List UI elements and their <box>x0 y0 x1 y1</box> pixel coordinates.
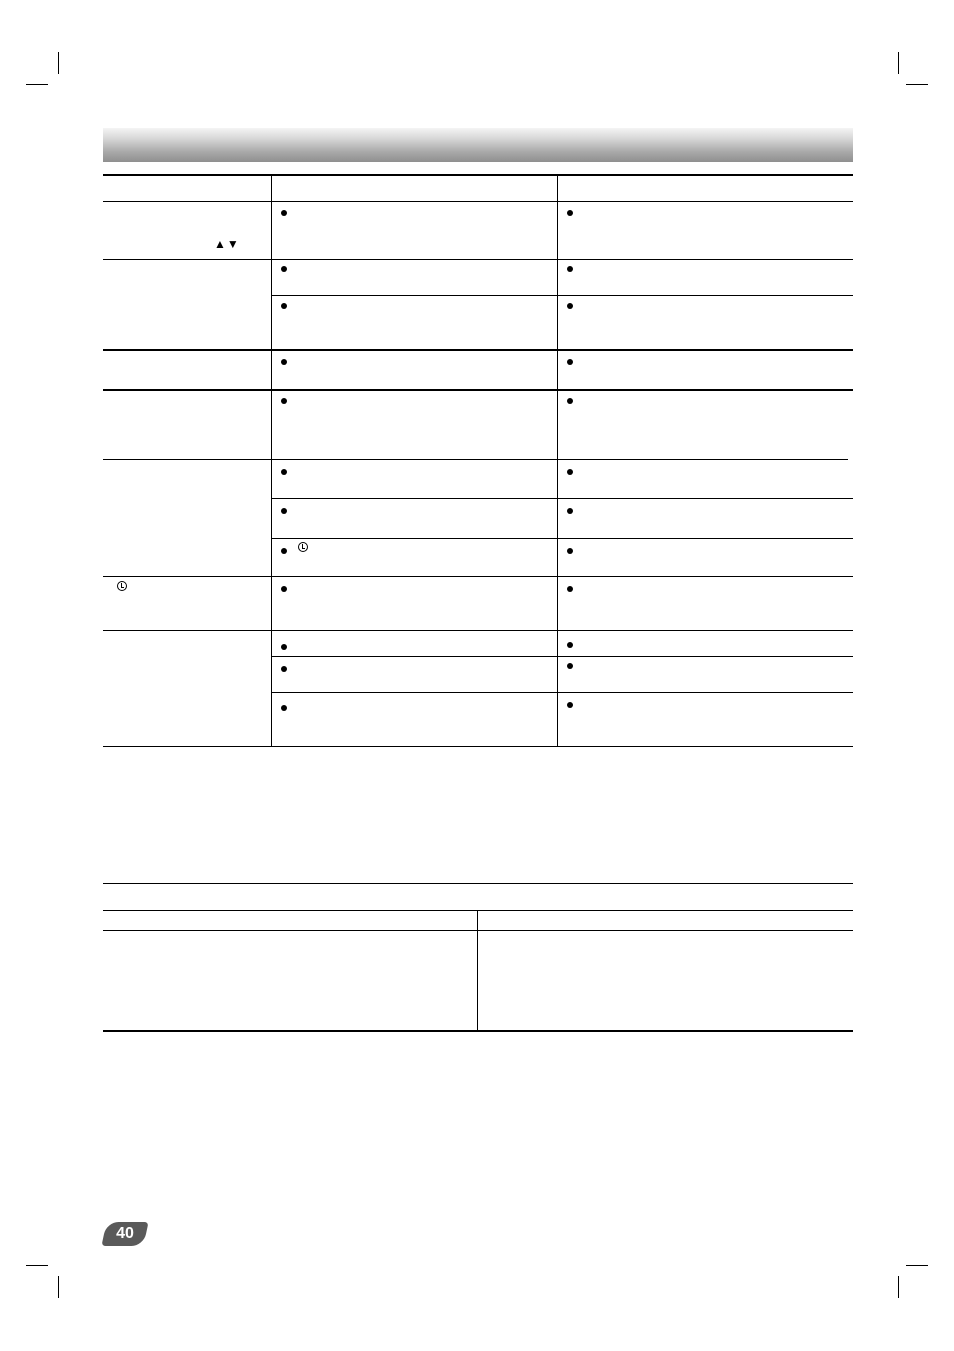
bullet-icon <box>567 210 573 216</box>
bullet-icon <box>281 666 287 672</box>
secondary-table-column-divider <box>477 910 478 1030</box>
bullet-icon <box>281 210 287 216</box>
bullet-icon <box>567 266 573 272</box>
bullet-icon <box>567 303 573 309</box>
table-row-rule <box>103 349 853 351</box>
table-subrow-rule <box>271 538 853 539</box>
crop-mark-top-right-h <box>906 84 928 85</box>
page-number: 40 <box>116 1225 134 1242</box>
crop-mark-top-right-v <box>898 52 899 74</box>
clock-icon <box>298 542 308 552</box>
bullet-icon <box>567 548 573 554</box>
secondary-table-top-rule <box>103 883 853 884</box>
table-row-rule <box>103 459 848 460</box>
crop-mark-bottom-right-v <box>898 1276 899 1298</box>
crop-mark-bottom-left-v <box>58 1276 59 1298</box>
bullet-icon <box>281 548 287 554</box>
crop-mark-top-left-h <box>26 84 48 85</box>
table-subrow-rule <box>271 692 853 693</box>
bullet-icon <box>567 508 573 514</box>
table-row-rule <box>103 259 853 260</box>
secondary-table-bottom-rule <box>103 1030 853 1032</box>
bullet-icon <box>281 398 287 404</box>
table-column-divider <box>557 174 558 746</box>
up-down-arrows-icon: ▲▼ <box>214 237 240 251</box>
table-top-rule <box>103 174 853 176</box>
bullet-icon <box>567 469 573 475</box>
section-header-bar <box>103 128 853 162</box>
table-row-rule <box>103 576 853 577</box>
bullet-icon <box>567 398 573 404</box>
table-bottom-rule <box>103 746 853 747</box>
bullet-icon <box>281 508 287 514</box>
crop-mark-bottom-right-h <box>906 1265 928 1266</box>
secondary-table-header-rule <box>103 910 853 911</box>
bullet-icon <box>281 705 287 711</box>
bullet-icon <box>281 303 287 309</box>
table-subrow-rule <box>271 295 853 296</box>
bullet-icon <box>567 642 573 648</box>
clock-icon <box>117 581 127 591</box>
bullet-icon <box>567 702 573 708</box>
crop-mark-top-left-v <box>58 52 59 74</box>
table-column-divider <box>271 174 272 746</box>
bullet-icon <box>567 586 573 592</box>
table-header-rule <box>103 201 853 202</box>
bullet-icon <box>281 586 287 592</box>
crop-mark-bottom-left-h <box>26 1265 48 1266</box>
table-subrow-rule <box>271 656 853 657</box>
table-row-rule <box>103 630 853 631</box>
bullet-icon <box>281 469 287 475</box>
table-row-rule <box>103 389 853 391</box>
secondary-table-row-rule <box>103 930 853 931</box>
bullet-icon <box>281 644 287 650</box>
bullet-icon <box>567 359 573 365</box>
bullet-icon <box>281 359 287 365</box>
bullet-icon <box>567 663 573 669</box>
table-subrow-rule <box>271 498 853 499</box>
bullet-icon <box>281 266 287 272</box>
